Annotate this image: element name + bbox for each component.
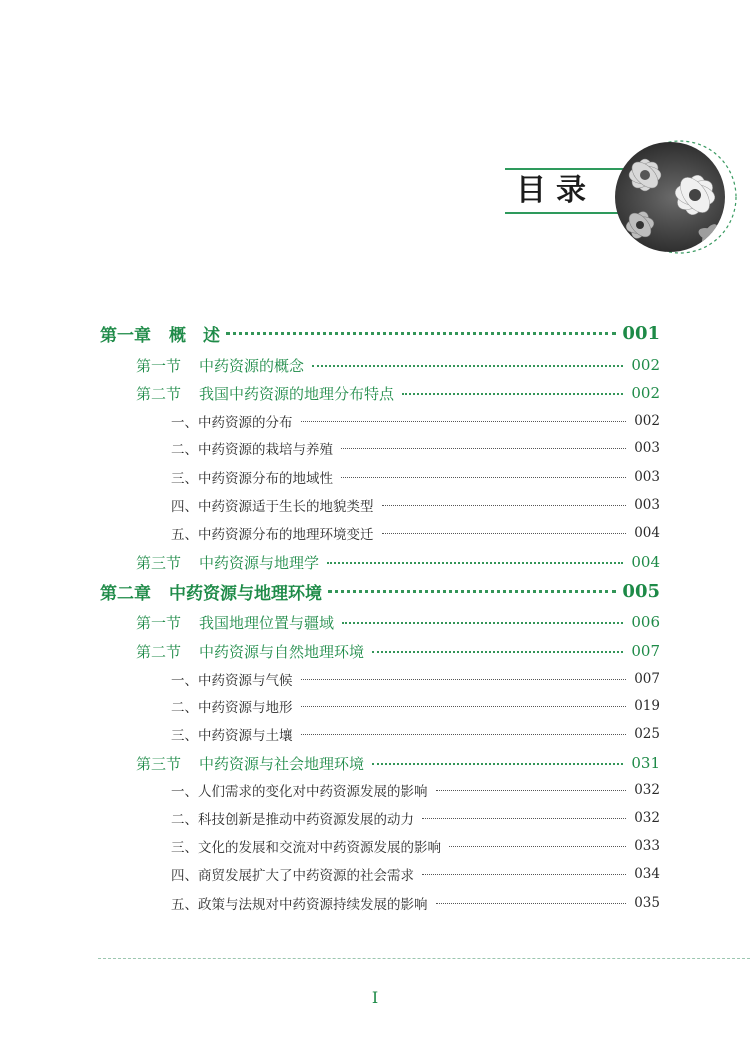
toc-entry-number: 第二章 xyxy=(100,583,151,604)
toc-entry-title: 中药资源与社会地理环境 xyxy=(199,754,365,773)
toc-page-number: 032 xyxy=(634,810,660,826)
toc-entry-title: 一、中药资源的分布 xyxy=(171,415,293,431)
toc-entry-number: 第一节 xyxy=(136,356,182,375)
toc-item[interactable] xyxy=(171,893,660,913)
toc-entry-label xyxy=(136,383,394,404)
toc-page-number: 025 xyxy=(634,726,660,742)
dot-leader xyxy=(301,733,627,735)
toc-item[interactable] xyxy=(171,808,660,828)
toc-entry-title: 五、中药资源分布的地理环境变迁 xyxy=(171,527,374,543)
toc-entry-number: 第三节 xyxy=(136,553,182,572)
toc-entry-label xyxy=(136,355,304,376)
toc-entry-label xyxy=(136,552,319,573)
toc-section[interactable] xyxy=(136,753,660,773)
toc-item[interactable] xyxy=(171,438,660,458)
toc-entry-title: 中药资源与地理学 xyxy=(199,553,320,572)
dot-leader xyxy=(301,705,627,707)
toc-entry-title: 一、人们需求的变化对中药资源发展的影响 xyxy=(171,784,428,800)
dot-leader xyxy=(226,331,616,335)
dot-leader xyxy=(372,650,623,653)
toc-entry-label xyxy=(171,893,428,913)
toc-entry-title: 三、中药资源与土壤 xyxy=(171,728,293,744)
toc-item[interactable] xyxy=(171,864,660,884)
toc-page-number: 002 xyxy=(634,413,660,429)
toc-page-number: 035 xyxy=(634,895,660,911)
toc-entry-label xyxy=(100,321,220,346)
toc-entry-title: 中药资源的概念 xyxy=(199,356,305,375)
toc-page-number: 033 xyxy=(634,838,660,854)
toc-entry-title: 一、中药资源与气候 xyxy=(171,673,293,689)
toc-entry-label xyxy=(136,641,364,662)
toc-entry-title: 中药资源与地理环境 xyxy=(169,583,322,604)
toc-page-number: 003 xyxy=(634,440,660,456)
dot-leader xyxy=(402,392,623,395)
dot-leader xyxy=(328,589,616,593)
dot-leader xyxy=(301,420,627,422)
toc-page-number: 006 xyxy=(631,613,660,631)
dot-leader xyxy=(341,447,626,449)
toc-entry-number: 第三节 xyxy=(136,754,182,773)
toc-entry-number: 第二节 xyxy=(136,384,182,403)
toc-entry-title: 四、中药资源适于生长的地貌类型 xyxy=(171,499,374,515)
dot-leader xyxy=(301,678,627,680)
toc-page-number: 003 xyxy=(634,497,660,513)
toc-page-number: 007 xyxy=(631,642,660,660)
toc-entry-label xyxy=(136,612,334,633)
toc-entry-title: 概 述 xyxy=(169,325,220,346)
dot-leader xyxy=(422,817,626,819)
toc-entry-label xyxy=(171,724,293,744)
toc-entry-label xyxy=(100,579,322,604)
toc-page-number: 005 xyxy=(622,580,660,602)
toc-page-number: 004 xyxy=(634,525,660,541)
dot-leader xyxy=(342,621,623,624)
toc-entry-title: 三、文化的发展和交流对中药资源发展的影响 xyxy=(171,840,441,856)
toc-entry-title: 我国地理位置与疆域 xyxy=(199,613,335,632)
toc-entry-label xyxy=(171,669,293,689)
toc-page-number: 032 xyxy=(634,782,660,798)
toc-entry-number: 第一节 xyxy=(136,613,182,632)
dot-leader xyxy=(422,873,626,875)
toc-entry-label xyxy=(171,495,374,515)
toc-entry-label xyxy=(171,864,414,884)
toc-page-number: 003 xyxy=(634,469,660,485)
toc-entry-label xyxy=(171,808,414,828)
toc-entry-title: 我国中药资源的地理分布特点 xyxy=(199,384,395,403)
toc-page-number: 002 xyxy=(631,356,660,374)
toc-entry-label xyxy=(171,438,333,458)
toc-entry-label xyxy=(171,780,428,800)
toc-entry-title: 三、中药资源分布的地域性 xyxy=(171,471,333,487)
toc-item[interactable] xyxy=(171,669,660,689)
toc-item[interactable] xyxy=(171,724,660,744)
toc-page-number: 031 xyxy=(631,754,660,772)
toc-item[interactable] xyxy=(171,836,660,856)
dot-leader xyxy=(382,504,627,506)
toc-item[interactable] xyxy=(171,495,660,515)
dot-leader xyxy=(312,364,623,367)
dot-leader xyxy=(341,476,626,478)
toc-entry-number: 第二节 xyxy=(136,642,182,661)
page-title: 目录 xyxy=(516,173,596,208)
toc-page-number: 004 xyxy=(631,553,660,571)
toc-section[interactable] xyxy=(136,383,660,403)
toc-page-number: 007 xyxy=(634,671,660,687)
dot-leader xyxy=(327,561,623,564)
toc-entry-title: 二、中药资源的栽培与养殖 xyxy=(171,442,333,458)
toc-chapter[interactable] xyxy=(100,580,660,604)
toc-entry-label xyxy=(171,696,293,716)
dot-leader xyxy=(449,845,626,847)
toc-entry-title: 中药资源与自然地理环境 xyxy=(199,642,365,661)
toc-entry-label xyxy=(171,411,293,431)
toc-entry-title: 二、中药资源与地形 xyxy=(171,700,293,716)
toc-entry-label xyxy=(171,836,441,856)
toc-section[interactable] xyxy=(136,641,660,661)
toc-page-number: 019 xyxy=(634,698,660,714)
toc-page-number: 034 xyxy=(634,866,660,882)
toc-section[interactable] xyxy=(136,612,660,632)
footer-rule xyxy=(98,957,750,959)
toc-page-number: 001 xyxy=(622,322,660,344)
dot-leader xyxy=(382,532,627,534)
toc-item[interactable] xyxy=(171,411,660,431)
dot-leader xyxy=(436,902,627,904)
toc-item[interactable] xyxy=(171,780,660,800)
toc-section[interactable] xyxy=(136,355,660,375)
toc-chapter[interactable] xyxy=(100,322,660,346)
toc-entry-title: 五、政策与法规对中药资源持续发展的影响 xyxy=(171,897,428,913)
toc-entry-label xyxy=(136,753,364,774)
toc-section[interactable] xyxy=(136,552,660,572)
toc-entry-title: 四、商贸发展扩大了中药资源的社会需求 xyxy=(171,868,414,884)
toc-entry-label xyxy=(171,467,333,487)
toc-item[interactable] xyxy=(171,696,660,716)
toc-page-number: 002 xyxy=(631,384,660,402)
toc-entry-label xyxy=(171,523,374,543)
dot-leader xyxy=(372,762,623,765)
toc-item[interactable] xyxy=(171,467,660,487)
page-number: I xyxy=(371,988,379,1007)
toc-item[interactable] xyxy=(171,523,660,543)
toc-entry-title: 二、科技创新是推动中药资源发展的动力 xyxy=(171,812,414,828)
toc-entry-number: 第一章 xyxy=(100,325,151,346)
dot-leader xyxy=(436,789,627,791)
